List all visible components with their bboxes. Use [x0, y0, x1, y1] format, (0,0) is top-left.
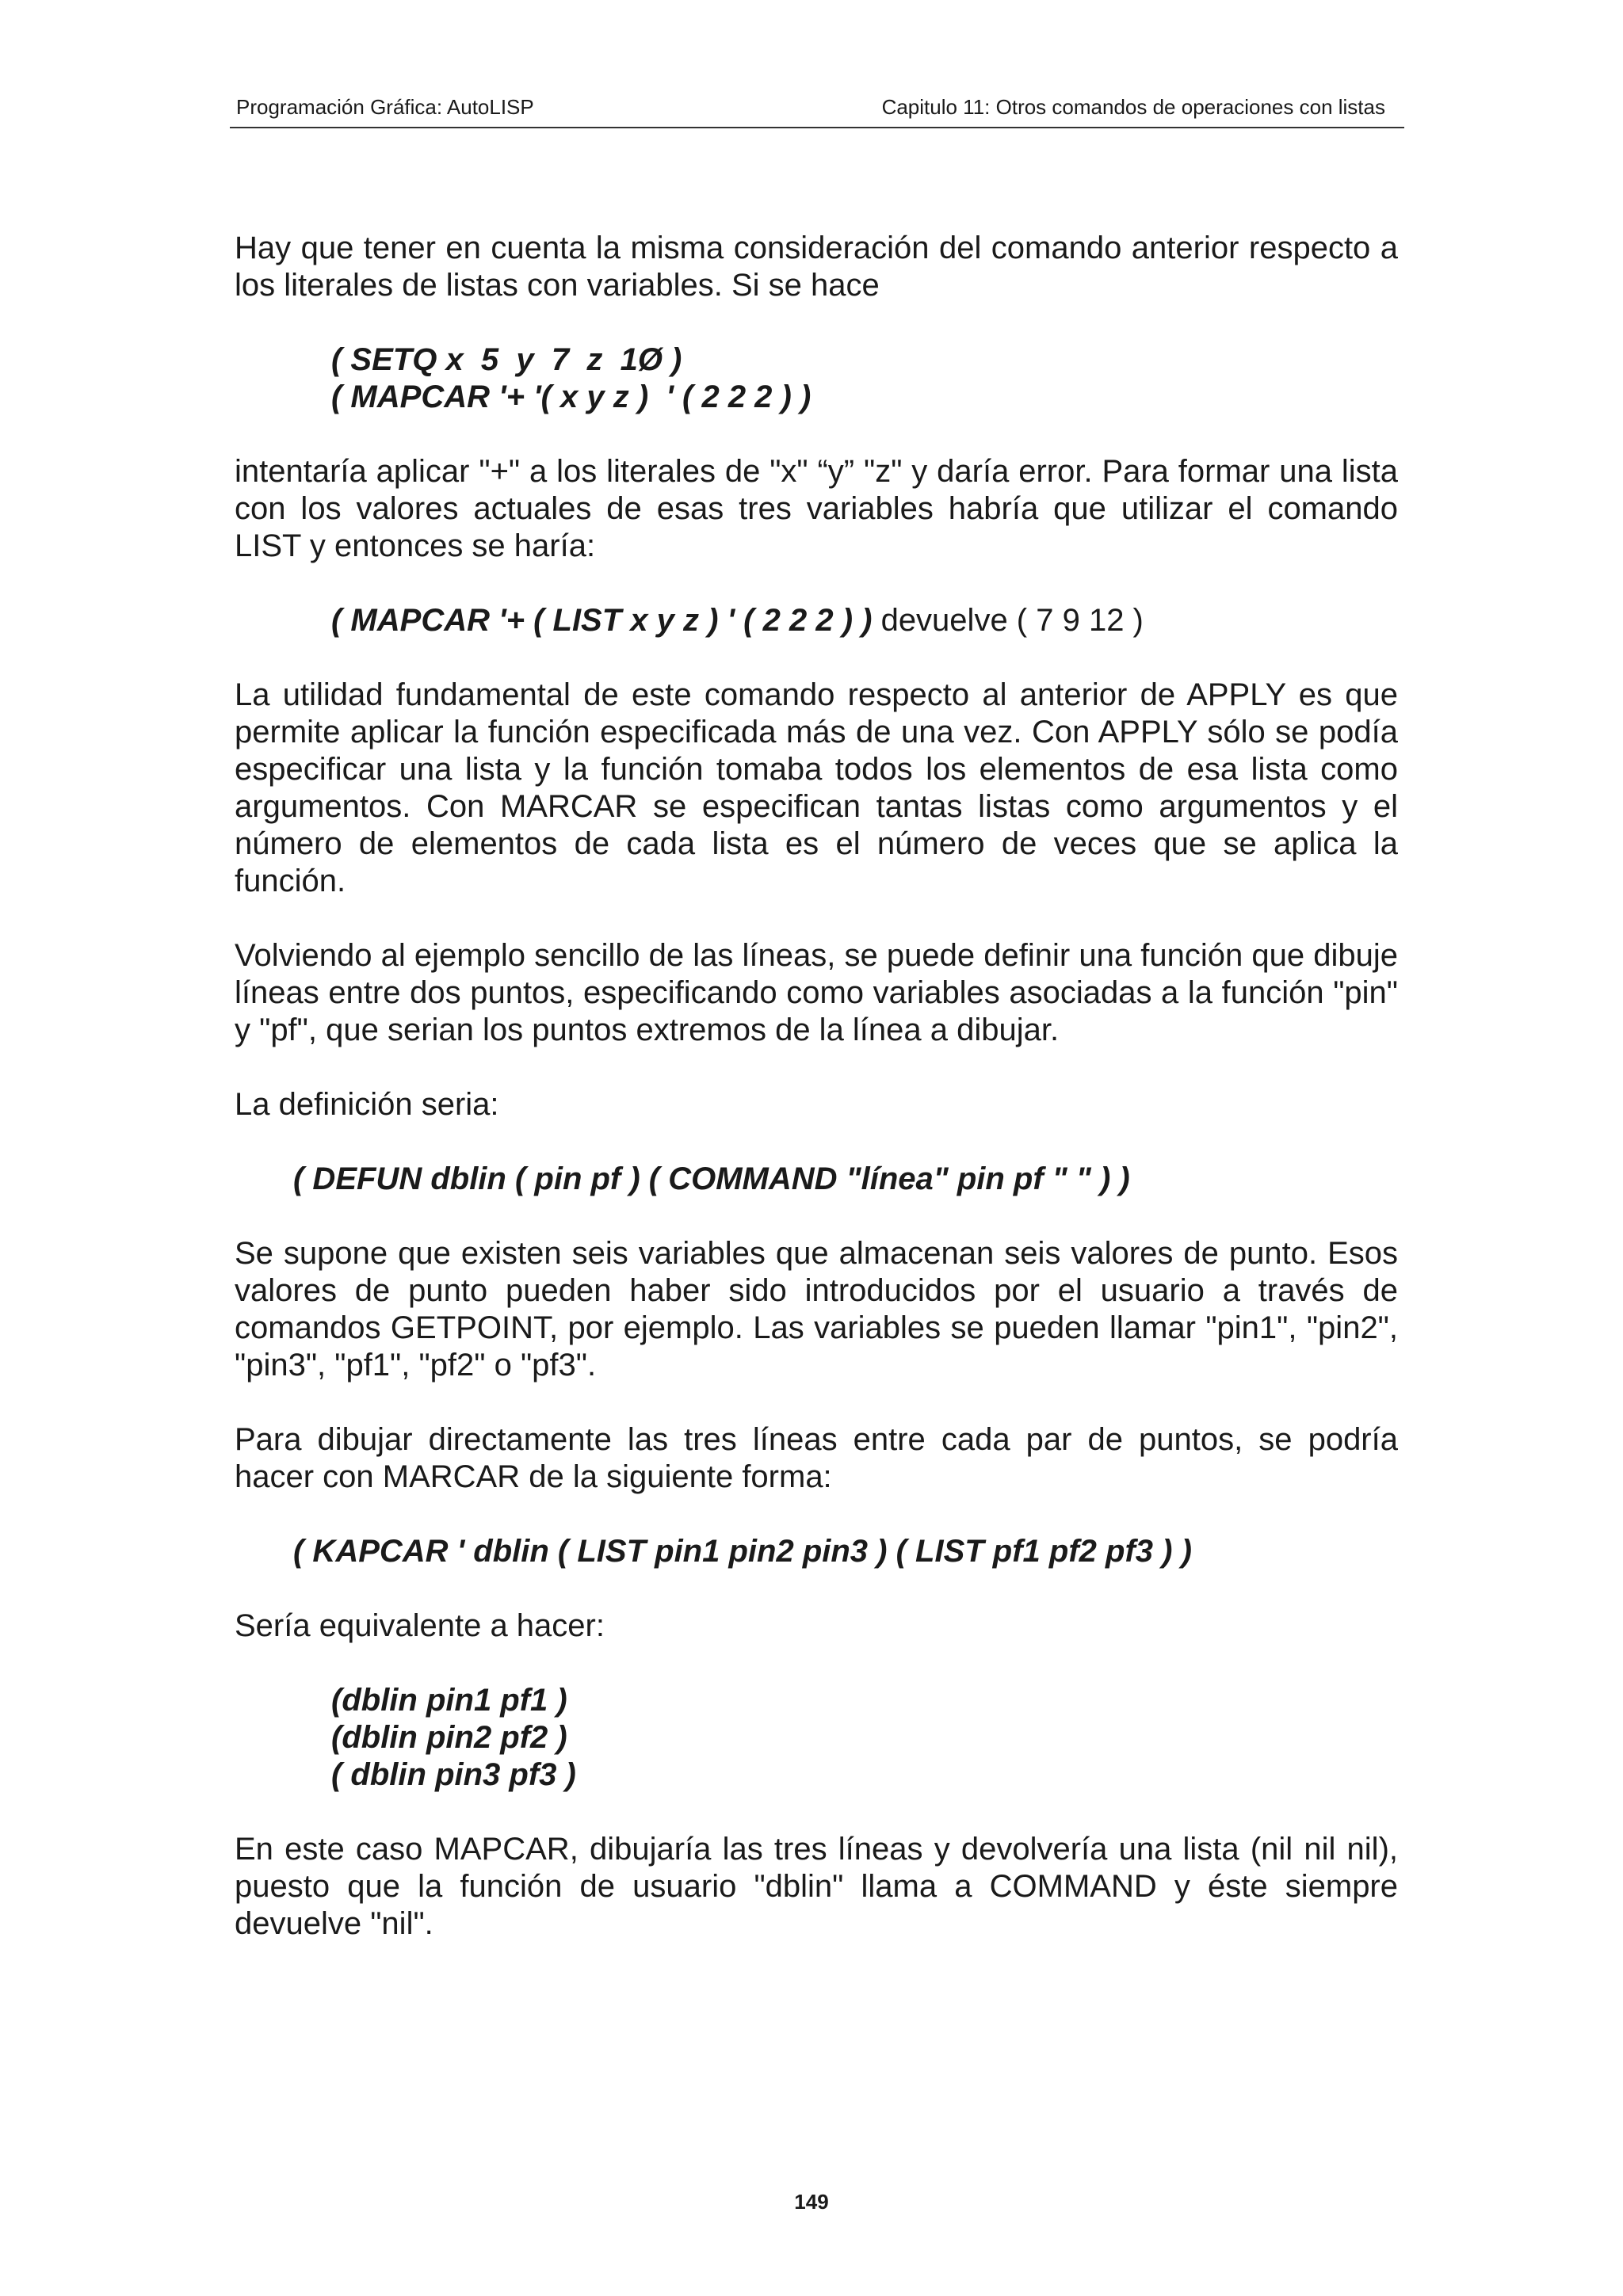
code-example-dblin-calls: [235, 1682, 1398, 1794]
header-book-title: Programación Gráfica: AutoLISP: [236, 95, 534, 119]
code-result: devuelve ( 7 9 12 ): [872, 603, 1144, 638]
code-line: ( KAPCAR ' dblin ( LIST pin1 pin2 pin3 ) ( LIST pf1 pf2 pf3 ) ): [293, 1534, 1192, 1569]
code-line: ( DEFUN dblin ( pin pf ) ( COMMAND "línea" pin pf " " ) ): [293, 1161, 1130, 1196]
code-line: (dblin pin1 pf1 ): [331, 1683, 567, 1718]
code-line: ( dblin pin3 pf3 ): [331, 1757, 576, 1792]
paragraph-3: La utilidad fundamental de este comando respecto al anterior de APPLY es que permite aplicar la función especificada más de una vez. Con APPLY sólo se podía especificar una lista y la función tomaba todos los elementos de esa lista como argumentos. Con MARCAR se especifican tantas listas como argumentos y el número de elementos de cada lista es el número de veces que se aplica la función.: [235, 677, 1398, 898]
paragraph-6: Se supone que existen seis variables que almacenan seis valores de punto. Esos valores de punto pueden haber sido introducidos por el usuario a través de comandos GETPOINT, por ejemplo. Las variables se pueden llamar "pin1", "pin2", "pin3", "pf1", "pf2" o "pf3".: [235, 1236, 1398, 1383]
code-example-mapcar-list: [235, 602, 1398, 639]
code-example-kapcar: [235, 1533, 1398, 1570]
page-body: [235, 230, 1398, 1980]
paragraph-4: Volviendo al ejemplo sencillo de las líneas, se puede definir una función que dibuje líneas entre dos puntos, especificando como variables asociadas a la función "pin" y "pf", que serian los puntos extremos de la línea a dibujar.: [235, 938, 1398, 1047]
paragraph-7: Para dibujar directamente las tres líneas entre cada par de puntos, se podría hacer con MARCAR de la siguiente forma:: [235, 1422, 1398, 1494]
header-chapter-title: Capitulo 11: Otros comandos de operaciones con listas: [881, 95, 1385, 119]
paragraph-2: intentaría aplicar "+" a los literales de "x" “y” "z" y daría error. Para formar una lista con los valores actuales de esas tres variables habría que utilizar el comando LIST y entonces se haría:: [235, 454, 1398, 563]
code-example-setq-mapcar: [235, 341, 1398, 416]
paragraph-8: Sería equivalente a hacer:: [235, 1608, 605, 1643]
code-example-defun: [235, 1161, 1398, 1198]
paragraph-9: En este caso MAPCAR, dibujaría las tres líneas y devolvería una lista (nil nil nil), puesto que la función de usuario "dblin" llama a COMMAND y éste siempre devuelve "nil".: [235, 1832, 1398, 1941]
page-header: [230, 93, 1404, 128]
code-expression: ( MAPCAR '+ ( LIST x y z ) ' ( 2 2 2 ) ): [331, 603, 873, 638]
page-number: 149: [794, 2190, 829, 2214]
code-line: ( MAPCAR '+ '( x y z ) ' ( 2 2 2 ) ): [331, 379, 812, 414]
code-line: ( SETQ x 5 y 7 z 1Ø ): [331, 342, 682, 377]
code-line: (dblin pin2 pf2 ): [331, 1720, 567, 1755]
paragraph-1: Hay que tener en cuenta la misma consideración del comando anterior respecto a los literales de listas con variables. Si se hace: [235, 231, 1398, 303]
paragraph-5: La definición seria:: [235, 1087, 499, 1122]
